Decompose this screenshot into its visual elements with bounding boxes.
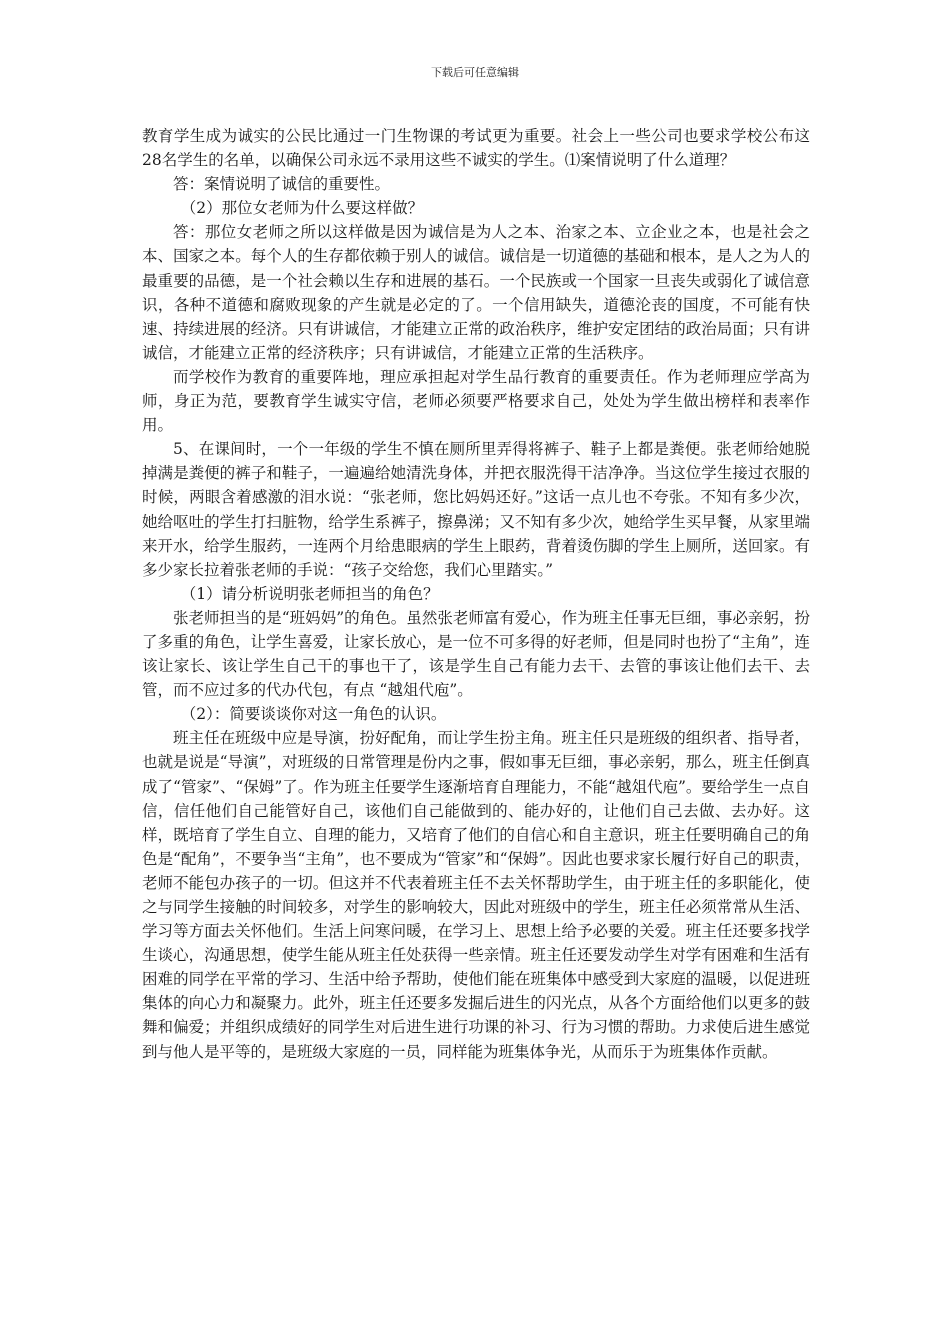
paragraph-answer-2: 答：那位女老师之所以这样做是因为诚信是为人之本、治家之本、立企业之本，也是社会之本、国家之本。每个人的生存都依赖于别人的诚信。诚信是一切道德的基础和根本，是人之为人的最重要的品德，是一个社会赖以生存和进展的基石。一个民族或一个国家一旦丧失或弱化了诚信意识，各种不道德和腐败现象的产生就是必定的了。一个信用缺失，道德沦丧的国度，不可能有快速、持续进展的经济。只有讲诚信，才能建立正常的政治秩序，维护安定团结的政治局面；只有讲诚信，才能建立正常的经济秩序；只有讲诚信，才能建立正常的生活秩序。 — [142, 223, 810, 362]
paragraph-answer-5-1: 张老师担当的是“班妈妈”的角色。虽然张老师富有爱心，作为班主任事无巨细，事必亲躬，扮了多重的角色，让学生喜爱，让家长放心，是一位不可多得的好老师，但是同时也扮了“主角”，连该让家长、该让学生自己干的事也干了，该是学生自己有能力去干、去管的事该让他们去干、去管，而不应过多的代办代包，有点 “越俎代庖”。 — [142, 608, 810, 700]
document-body — [142, 124, 810, 1064]
paragraph-school-role: 而学校作为教育的重要阵地，理应承担起对学生品行教育的重要责任。作为老师理应学高为师，身正为范，要教育学生诚实守信，老师必须要严格要求自己，处处为学生做出榜样和表率作用。 — [142, 367, 810, 435]
paragraph-answer-5-2: 班主任在班级中应是导演，扮好配角，而让学生扮主角。班主任只是班级的组织者、指导者，也就是说是“导演”，对班级的日常管理是份内之事，假如事无巨细，事必亲躬，那么，班主任倒真成了“管家”、“保姆”了。作为班主任要学生逐渐培育自理能力，不能“越俎代庖”。要给学生一点自信，信任他们自己能管好自己，该他们自己能做到的、能办好的，让他们自己去做、去办好。这样，既培育了学生自立、自理的能力，又培育了他们的自信心和自主意识，班主任要明确自己的角色是“配角”，不要争当“主角”，也不要成为“管家”和“保姆”。因此也要求家长履行好自己的职责，老师不能包办孩子的一切。但这并不代表着班主任不去关怀帮助学生，由于班主任的多职能化，使之与同学生接触的时间较多，对学生的影响较大，因此对班级中的学生，班主任必须常常从生活、学习等方面去关怀他们。生活上问寒问暖，在学习上、思想上给予必要的关爱。班主任还要多找学生谈心，沟通思想，使学生能从班主任处获得一些亲情。班主任还要发动学生对学有困难和生活有困难的同学在平常的学习、生活中给予帮助，使他们能在班集体中感受到大家庭的温暖，以促进班集体的向心力和凝聚力。此外，班主任还要多发掘后进生的闪光点，从各个方面给他们以更多的鼓舞和偏爱；并组织成绩好的同学生对后进生进行功课的补习、行为习惯的帮助。力求使后进生感觉到与他人是平等的，是班级大家庭的一员，同样能为班集体争光，从而乐于为班集体作贡献。 — [142, 729, 810, 1061]
paragraph-case-5: 5、在课间时，一个一年级的学生不慎在厕所里弄得将裤子、鞋子上都是粪便。张老师给她脱掉满是粪便的裤子和鞋子，一遍遍给她清洗身体，并把衣服洗得干洁净净。当这位学生接过衣服的时候，两眼含着感激的泪水说：“张老师，您比妈妈还好。”这话一点儿也不夸张。不知有多少次，她给呕吐的学生打扫脏物，给学生系裤子，擦鼻涕；又不知有多少次，她给学生买早餐，从家里端来开水，给学生服药，一连两个月给患眼病的学生上眼药，背着烫伤脚的学生上厕所，送回家。有多少家长拉着张老师的手说：“孩子交给您，我们心里踏实。” — [142, 440, 810, 579]
paragraph-question-5-1: （1）请分析说明张老师担当的角色？ — [180, 584, 439, 603]
paragraph-answer-1: 答：案情说明了诚信的重要性。 — [173, 175, 391, 194]
paragraph-question-2: （2）那位女老师为什么要这样做？ — [180, 199, 424, 218]
page-header: 下载后可任意编辑 — [431, 66, 519, 79]
paragraph-case-intro: 教育学生成为诚实的公民比通过一门生物课的考试更为重要。社会上一些公司也要求学校公布这28名学生的名单，以确保公司永远不录用这些不诚实的学生。⑴案情说明了什么道理？ — [142, 127, 810, 170]
paragraph-question-5-2: （2）：简要谈谈你对这一角色的认识。 — [180, 705, 447, 724]
